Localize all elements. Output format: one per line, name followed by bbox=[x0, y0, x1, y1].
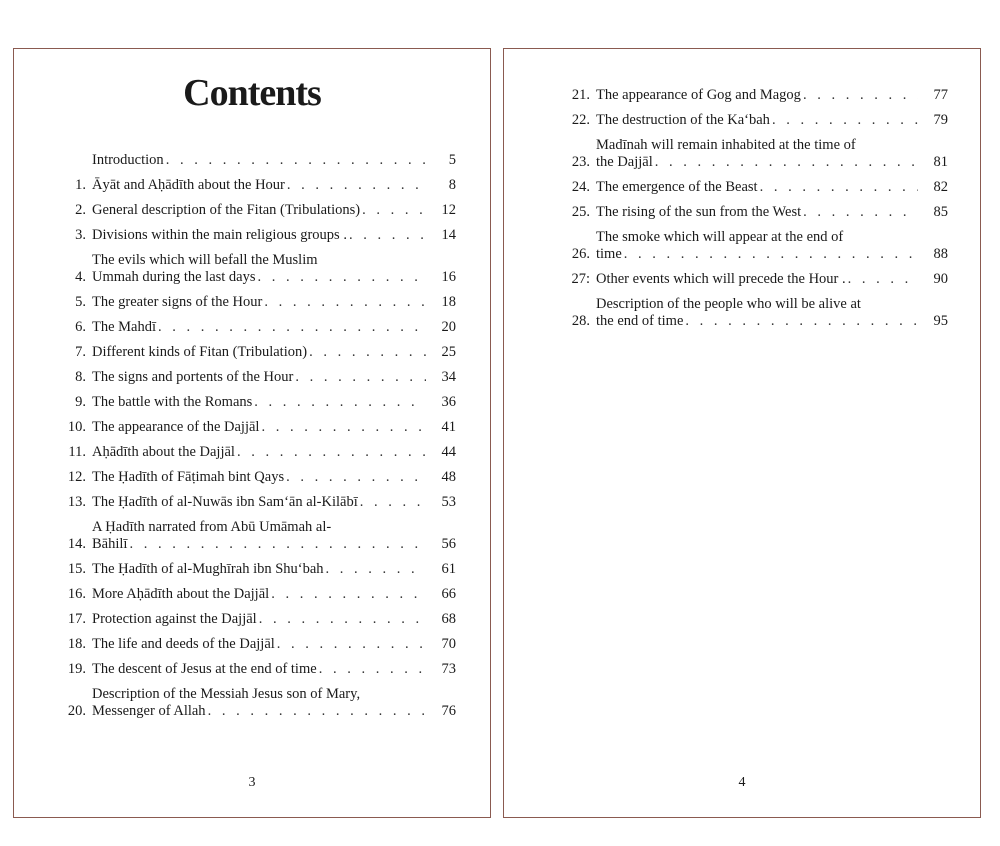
dot-leader bbox=[264, 294, 426, 311]
toc-entry-title-line2: time bbox=[596, 246, 622, 262]
toc-entry bbox=[58, 202, 456, 219]
toc-list-right bbox=[562, 87, 948, 338]
dot-leader bbox=[624, 246, 918, 263]
toc-entry-body bbox=[92, 519, 428, 553]
toc-entry-title: Divisions within the main religious groups . bbox=[92, 227, 347, 243]
toc-entry-body bbox=[92, 636, 428, 653]
toc-entry-number: 16. bbox=[67, 586, 86, 602]
toc-entry-number: 9. bbox=[75, 394, 86, 410]
toc-entry-number: 7. bbox=[75, 344, 86, 360]
toc-entry-page: 12 bbox=[441, 202, 456, 218]
toc-entry-page: 5 bbox=[448, 152, 456, 168]
toc-entry-body bbox=[92, 419, 428, 436]
toc-entry bbox=[562, 87, 948, 104]
dot-leader bbox=[277, 636, 426, 653]
toc-entry-title-line1: Madīnah will remain inhabited at the time of bbox=[596, 137, 856, 153]
toc-entry-title: The appearance of Gog and Magog bbox=[596, 87, 801, 103]
toc-entry-page: 14 bbox=[441, 227, 456, 243]
toc-entry-page: 79 bbox=[933, 112, 948, 128]
toc-entry bbox=[562, 137, 948, 171]
toc-entry-title: The battle with the Romans bbox=[92, 394, 253, 410]
toc-entry-title: The destruction of the Ka‘bah bbox=[596, 112, 770, 128]
dot-leader bbox=[309, 344, 426, 361]
dot-leader bbox=[237, 444, 426, 461]
dot-leader bbox=[772, 112, 918, 129]
toc-entry bbox=[58, 369, 456, 386]
toc-entry-body bbox=[92, 469, 428, 486]
toc-entry-number: 17. bbox=[67, 611, 86, 627]
toc-entry-title: Āyāt and Aḥādīth about the Hour bbox=[92, 177, 285, 193]
toc-entry bbox=[58, 177, 456, 194]
toc-entry-page: 36 bbox=[441, 394, 456, 410]
toc-entry-number: 20. bbox=[67, 703, 86, 719]
toc-entry-title: The life and deeds of the Dajjāl bbox=[92, 636, 275, 652]
toc-entry bbox=[58, 394, 456, 411]
toc-entry bbox=[58, 686, 456, 720]
dot-leader bbox=[129, 536, 426, 553]
toc-entry bbox=[562, 296, 948, 330]
toc-entry bbox=[58, 611, 456, 628]
toc-entry-number: 18. bbox=[67, 636, 86, 652]
toc-entry-title: The appearance of the Dajjāl bbox=[92, 419, 260, 435]
dot-leader bbox=[208, 703, 426, 720]
toc-entry-number: 10. bbox=[67, 419, 86, 435]
contents-title: Contents bbox=[183, 72, 321, 114]
toc-entry-number: 27: bbox=[571, 271, 590, 287]
toc-entry-title: Different kinds of Fitan (Tribulation) bbox=[92, 344, 308, 360]
toc-entry bbox=[58, 344, 456, 361]
toc-entry bbox=[58, 419, 456, 436]
dot-leader bbox=[326, 561, 426, 578]
toc-entry-page: 25 bbox=[441, 344, 456, 360]
toc-entry-title: The descent of Jesus at the end of time bbox=[92, 661, 317, 677]
toc-entry-page: 56 bbox=[441, 536, 456, 552]
toc-entry-page: 66 bbox=[441, 586, 456, 602]
toc-entry-body bbox=[92, 252, 428, 286]
toc-entry-page: 88 bbox=[933, 246, 948, 262]
toc-entry-number: 5. bbox=[75, 294, 86, 310]
toc-entry-body bbox=[596, 87, 920, 104]
toc-entry-body bbox=[596, 229, 920, 263]
toc-entry-body bbox=[92, 394, 428, 411]
toc-entry-page: 68 bbox=[441, 611, 456, 627]
toc-entry-body bbox=[92, 611, 428, 628]
dot-leader bbox=[360, 494, 426, 511]
toc-entry-page: 73 bbox=[441, 661, 456, 677]
toc-entry-page: 81 bbox=[933, 154, 948, 170]
toc-entry-title-line1: Description of the Messiah Jesus son of Mary, bbox=[92, 686, 361, 702]
toc-entry-title: Introduction bbox=[92, 152, 164, 168]
toc-entry-body bbox=[92, 586, 428, 603]
toc-entry-number: 12. bbox=[67, 469, 86, 485]
toc-entry-number: 4. bbox=[75, 269, 86, 285]
toc-entry-number: 8. bbox=[75, 369, 86, 385]
toc-entry-body bbox=[92, 661, 428, 678]
toc-entry-body bbox=[596, 112, 920, 129]
toc-list-left bbox=[58, 152, 456, 728]
toc-entry-page: 90 bbox=[933, 271, 948, 287]
toc-entry-number: 11. bbox=[68, 444, 86, 460]
toc-entry bbox=[58, 444, 456, 461]
toc-entry-body bbox=[92, 494, 428, 511]
dot-leader bbox=[254, 394, 426, 411]
toc-entry-page: 20 bbox=[441, 319, 456, 335]
dot-leader bbox=[295, 369, 426, 386]
toc-entry-title: The Ḥadīth of al-Nuwās ibn Sam‘ān al-Kilābī bbox=[92, 494, 358, 510]
dot-leader bbox=[803, 87, 918, 104]
toc-entry-number: 6. bbox=[75, 319, 86, 335]
toc-entry bbox=[562, 229, 948, 263]
toc-entry-page: 77 bbox=[933, 87, 948, 103]
toc-entry-page: 53 bbox=[441, 494, 456, 510]
toc-entry-page: 34 bbox=[441, 369, 456, 385]
toc-entry-page: 76 bbox=[441, 703, 456, 719]
toc-entry-page: 61 bbox=[441, 561, 456, 577]
dot-leader bbox=[803, 204, 918, 221]
toc-entry-number: 25. bbox=[571, 204, 590, 220]
toc-entry-title: Other events which will precede the Hour . bbox=[596, 271, 846, 287]
toc-entry-title-line2: the end of time bbox=[596, 313, 684, 329]
toc-entry-page: 8 bbox=[448, 177, 456, 193]
toc-entry-body bbox=[92, 202, 428, 219]
dot-leader bbox=[259, 611, 426, 628]
toc-entry-body bbox=[92, 319, 428, 336]
toc-entry bbox=[58, 252, 456, 286]
toc-entry-body bbox=[596, 271, 920, 288]
left-page bbox=[13, 48, 491, 818]
toc-entry-title: The rising of the sun from the West bbox=[596, 204, 802, 220]
toc-entry-body bbox=[92, 686, 428, 720]
toc-entry bbox=[562, 271, 948, 288]
dot-leader bbox=[287, 177, 426, 194]
dot-leader bbox=[760, 179, 918, 196]
toc-entry-body bbox=[92, 227, 428, 244]
toc-entry-title: The signs and portents of the Hour bbox=[92, 369, 294, 385]
toc-entry-title: More Aḥādīth about the Dajjāl bbox=[92, 586, 270, 602]
toc-entry bbox=[58, 469, 456, 486]
toc-entry-page: 85 bbox=[933, 204, 948, 220]
toc-entry-title: Aḥādīth about the Dajjāl bbox=[92, 444, 235, 460]
toc-entry bbox=[58, 661, 456, 678]
toc-entry-body bbox=[92, 152, 428, 169]
toc-entry-number: 14. bbox=[67, 536, 86, 552]
toc-entry-title-line1: A Ḥadīth narrated from Abū Umāmah al- bbox=[92, 519, 332, 535]
toc-entry bbox=[58, 636, 456, 653]
toc-entry-body bbox=[92, 344, 428, 361]
toc-entry-page: 41 bbox=[441, 419, 456, 435]
toc-entry bbox=[58, 519, 456, 553]
dot-leader bbox=[685, 313, 918, 330]
toc-entry bbox=[562, 204, 948, 221]
toc-entry-body bbox=[92, 369, 428, 386]
toc-entry bbox=[562, 112, 948, 129]
toc-entry-body bbox=[92, 444, 428, 461]
toc-entry-body bbox=[92, 294, 428, 311]
toc-entry-number: 3. bbox=[75, 227, 86, 243]
toc-entry-body bbox=[596, 179, 920, 196]
right-page bbox=[503, 48, 981, 818]
toc-entry-number: 22. bbox=[571, 112, 590, 128]
toc-entry-number: 23. bbox=[571, 154, 590, 170]
toc-entry-number: 13. bbox=[67, 494, 86, 510]
toc-entry-body bbox=[92, 561, 428, 578]
dot-leader bbox=[261, 419, 426, 436]
toc-entry-title: The greater signs of the Hour bbox=[92, 294, 263, 310]
dot-leader bbox=[271, 586, 426, 603]
toc-entry-body bbox=[596, 137, 920, 171]
toc-entry-page: 70 bbox=[441, 636, 456, 652]
toc-entry-page: 18 bbox=[441, 294, 456, 310]
toc-entry bbox=[58, 586, 456, 603]
dot-leader bbox=[848, 271, 918, 288]
toc-entry bbox=[58, 561, 456, 578]
toc-entry-number: 24. bbox=[571, 179, 590, 195]
toc-entry-page: 82 bbox=[933, 179, 948, 195]
toc-entry bbox=[58, 319, 456, 336]
toc-entry-title-line1: The smoke which will appear at the end of bbox=[596, 229, 844, 245]
toc-entry-title: The Mahdī bbox=[92, 319, 157, 335]
toc-entry-number: 28. bbox=[571, 313, 590, 329]
toc-entry-title: General description of the Fitan (Tribulations) bbox=[92, 202, 361, 218]
dot-leader bbox=[166, 152, 426, 169]
toc-entry-title-line2: the Dajjāl bbox=[596, 154, 653, 170]
toc-entry-number: 15. bbox=[67, 561, 86, 577]
toc-entry-page: 44 bbox=[441, 444, 456, 460]
toc-entry bbox=[562, 179, 948, 196]
dot-leader bbox=[349, 227, 426, 244]
toc-entry-title-line1: Description of the people who will be alive at bbox=[596, 296, 861, 312]
dot-leader bbox=[362, 202, 426, 219]
toc-entry-title-line2: Ummah during the last days bbox=[92, 269, 256, 285]
dot-leader bbox=[655, 154, 918, 171]
toc-entry-number: 21. bbox=[571, 87, 590, 103]
toc-entry-title-line1: The evils which will befall the Muslim bbox=[92, 252, 318, 268]
toc-entry-title: Protection against the Dajjāl bbox=[92, 611, 257, 627]
toc-entry-body bbox=[92, 177, 428, 194]
toc-entry-page: 16 bbox=[441, 269, 456, 285]
toc-entry-page: 48 bbox=[441, 469, 456, 485]
toc-entry-title: The emergence of the Beast bbox=[596, 179, 758, 195]
toc-entry-body bbox=[596, 296, 920, 330]
toc-entry bbox=[58, 152, 456, 169]
toc-entry-number: 1. bbox=[75, 177, 86, 193]
toc-entry-number: 19. bbox=[67, 661, 86, 677]
toc-entry-page: 95 bbox=[933, 313, 948, 329]
toc-entry bbox=[58, 294, 456, 311]
dot-leader bbox=[286, 469, 426, 486]
toc-entry-number: 2. bbox=[75, 202, 86, 218]
toc-entry-title: The Ḥadīth of al-Mughīrah ibn Shu‘bah bbox=[92, 561, 324, 577]
dot-leader bbox=[319, 661, 426, 678]
toc-entry-title-line2: Messenger of Allah bbox=[92, 703, 206, 719]
toc-entry-number: 26. bbox=[571, 246, 590, 262]
page-number-right: 4 bbox=[738, 775, 746, 790]
toc-entry-title: The Ḥadīth of Fāṭimah bint Qays bbox=[92, 469, 285, 485]
toc-entry-body bbox=[596, 204, 920, 221]
toc-entry bbox=[58, 227, 456, 244]
dot-leader bbox=[158, 319, 426, 336]
page-number-left: 3 bbox=[248, 775, 256, 790]
toc-entry-title-line2: Bāhilī bbox=[92, 536, 128, 552]
toc-entry bbox=[58, 494, 456, 511]
dot-leader bbox=[258, 269, 426, 286]
